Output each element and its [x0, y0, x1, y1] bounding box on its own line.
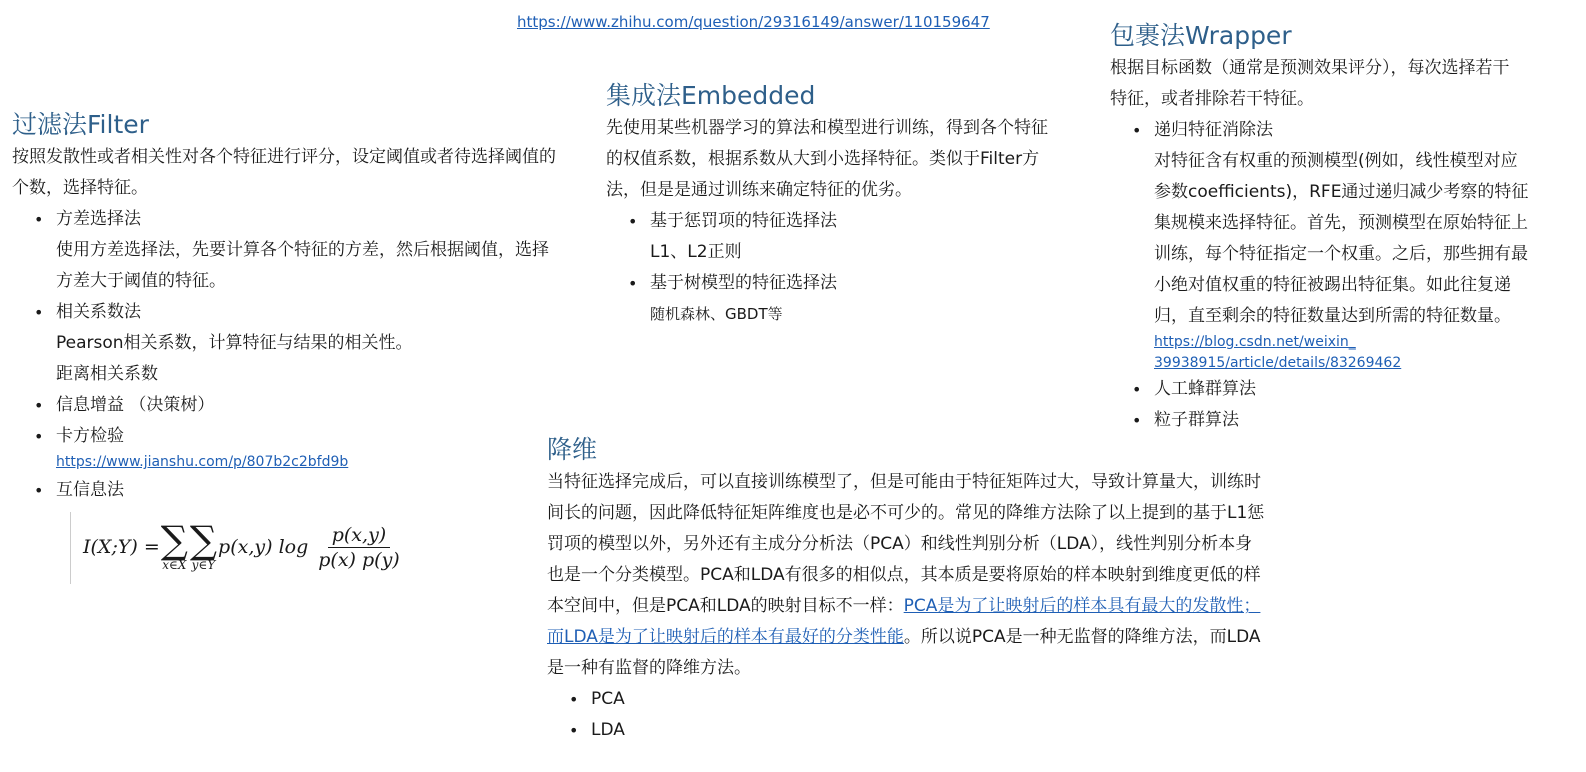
dimred-line: 当特征选择完成后，可以直接训练模型了，但是可能由于特征矩阵过大，导致计算量大，训练时	[547, 472, 1261, 492]
formula-term: p(x,y) log	[218, 536, 309, 558]
item-desc: L1、L2正则	[650, 242, 742, 262]
dimred-line: 是一种有监督的降维方法。	[547, 658, 751, 678]
embedded-item-tree	[606, 268, 1086, 330]
wrapper-item-rfe	[1110, 115, 1580, 374]
lda-link[interactable]: 而LDA是为了让映射后的样本有最好的分类性能	[547, 627, 904, 647]
dimred-heading: 降维	[547, 435, 598, 464]
item-desc: 参数coefficients)，RFE通过递归减少考察的特征	[1154, 182, 1529, 202]
filter-section	[12, 108, 602, 584]
embedded-item-penalty	[606, 206, 1086, 268]
dimred-section	[547, 433, 1327, 746]
bullet-icon: •	[1132, 121, 1142, 140]
fraction-denominator: p(x) p(y)	[318, 548, 400, 571]
item-desc: 距离相关系数	[56, 364, 158, 384]
dimred-line6-text: 。所以说PCA是一种无监督的降维方法，而LDA	[903, 627, 1261, 647]
filter-desc-line2: 个数，选择特征。	[12, 178, 148, 198]
filter-item-info-gain	[12, 390, 602, 421]
dimred-line: 也是一个分类模型。PCA和LDA有很多的相似点，其本质是要将原始的样本映射到维度更低的样	[547, 565, 1261, 585]
filter-item-mutual-info	[12, 475, 602, 506]
sigma-icon: ∑	[160, 518, 188, 562]
item-label: PCA	[591, 689, 625, 709]
item-label: 互信息法	[56, 480, 124, 500]
item-label: 粒子群算法	[1154, 410, 1239, 430]
item-desc: 集规模来选择特征。首先，预测模型在原始特征上	[1154, 213, 1528, 233]
bullet-icon: •	[569, 690, 579, 709]
dimred-line: 罚项的模型以外，另外还有主成分分析法（PCA）和线性判别分析（LDA），线性判别分析本身	[547, 534, 1253, 554]
pca-link[interactable]: PCA是为了让映射后的样本具有最大的发散性；	[903, 596, 1261, 616]
item-desc: 方差大于阈值的特征。	[56, 271, 226, 291]
item-label: 信息增益 （决策树）	[56, 395, 215, 415]
dimred-line	[547, 591, 1327, 622]
dimred-item-lda	[547, 715, 1327, 746]
bullet-icon: •	[628, 274, 638, 293]
item-desc: 随机森林、GBDT等	[650, 305, 783, 323]
embedded-heading: 集成法Embedded	[606, 81, 816, 110]
bullet-icon: •	[1132, 411, 1142, 430]
bullet-icon: •	[628, 212, 638, 231]
formula-lhs: I(X;Y) =	[83, 536, 160, 558]
embedded-desc-line: 先使用某些机器学习的算法和模型进行训练，得到各个特征	[606, 118, 1048, 138]
rfe-link[interactable]: https://blog.csdn.net/weixin_	[1154, 334, 1356, 350]
rfe-link[interactable]: 39938915/article/details/83269462	[1154, 355, 1402, 371]
dimred-item-pca	[547, 684, 1327, 715]
item-desc: Pearson相关系数，计算特征与结果的相关性。	[56, 333, 413, 353]
fraction-numerator: p(x,y)	[328, 523, 390, 548]
item-label: 卡方检验	[56, 426, 124, 446]
wrapper-heading: 包裹法Wrapper	[1110, 21, 1292, 50]
filter-desc-line1: 按照发散性或者相关性对各个特征进行评分，设定阈值或者待选择阈值的	[12, 147, 556, 167]
wrapper-section	[1110, 19, 1580, 436]
item-label: 方差选择法	[56, 209, 141, 229]
bullet-icon: •	[34, 481, 44, 500]
top-source-link[interactable]: https://www.zhihu.com/question/29316149/answer/110159647	[517, 13, 990, 31]
item-label: LDA	[591, 720, 625, 740]
sum-y-subscript: y∈Y	[191, 558, 216, 572]
wrapper-item-pso	[1110, 405, 1580, 436]
formula-fraction	[314, 523, 403, 572]
sum-x	[160, 518, 188, 572]
bullet-icon: •	[1132, 380, 1142, 399]
item-label: 基于树模型的特征选择法	[650, 273, 837, 293]
wrapper-item-abc	[1110, 374, 1580, 405]
filter-heading: 过滤法Filter	[12, 110, 149, 139]
item-label: 递归特征消除法	[1154, 120, 1273, 140]
wrapper-desc-line: 特征，或者排除若干特征。	[1110, 89, 1314, 109]
filter-item-variance	[12, 204, 602, 297]
sum-y	[189, 518, 218, 572]
dimred-line	[547, 622, 1327, 653]
bullet-icon: •	[569, 721, 579, 740]
dimred-line5-text: 本空间中，但是PCA和LDA的映射目标不一样：	[547, 596, 904, 616]
embedded-section	[606, 79, 1086, 330]
bullet-icon: •	[34, 427, 44, 446]
bullet-icon: •	[34, 303, 44, 322]
filter-item-chi-square	[12, 421, 602, 473]
sigma-icon: ∑	[189, 518, 218, 562]
item-desc: 使用方差选择法，先要计算各个特征的方差，然后根据阈值，选择	[56, 240, 549, 260]
item-desc: 小绝对值权重的特征被踢出特征集。如此往复递	[1154, 275, 1511, 295]
mutual-info-formula	[70, 512, 602, 584]
dimred-line: 间长的问题，因此降低特征矩阵维度也是必不可少的。常见的降维方法除了以上提到的基于L1惩	[547, 503, 1265, 523]
embedded-desc-line: 的权值系数，根据系数从大到小选择特征。类似于Filter方	[606, 149, 1040, 169]
sum-x-subscript: x∈X	[162, 558, 187, 572]
filter-item-correlation	[12, 297, 602, 390]
embedded-desc-line: 法，但是是通过训练来确定特征的优劣。	[606, 180, 912, 200]
item-desc: 归，直至剩余的特征数量达到所需的特征数量。	[1154, 306, 1511, 326]
bullet-icon: •	[34, 210, 44, 229]
item-label: 人工蜂群算法	[1154, 379, 1256, 399]
bullet-icon: •	[34, 396, 44, 415]
item-label: 相关系数法	[56, 302, 141, 322]
item-label: 基于惩罚项的特征选择法	[650, 211, 837, 231]
item-desc: 对特征含有权重的预测模型(例如，线性模型对应	[1154, 151, 1518, 171]
chi-square-link[interactable]: https://www.jianshu.com/p/807b2c2bfd9b	[56, 454, 349, 470]
wrapper-desc-line: 根据目标函数（通常是预测效果评分），每次选择若干	[1110, 58, 1510, 78]
item-desc: 训练，每个特征指定一个权重。之后，那些拥有最	[1154, 244, 1528, 264]
